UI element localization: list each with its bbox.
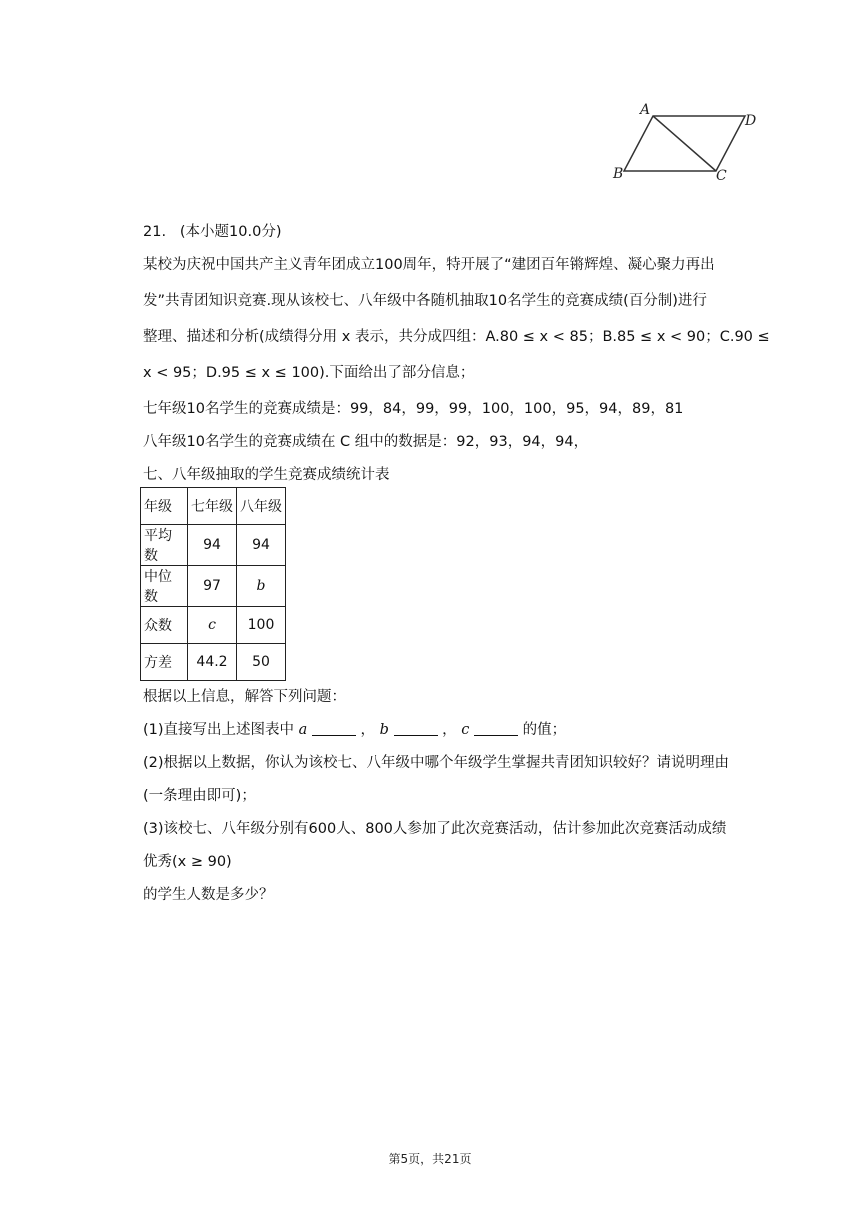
row-label: 方差	[141, 644, 188, 681]
question-header	[143, 222, 763, 242]
cell-grade8: 100	[237, 607, 286, 644]
separator: ，	[442, 722, 457, 738]
separator: ，	[360, 722, 376, 738]
cell-grade7: c	[188, 607, 237, 644]
table-header-row	[141, 488, 286, 525]
table-row	[141, 644, 286, 681]
diagonal-ac	[653, 116, 716, 171]
cell-grade7: 94	[188, 525, 237, 566]
cell-grade8: 94	[237, 525, 286, 566]
intro-line: x < 95；D.95 ≤ x ≤ 100).下面给出了部分信息；	[143, 365, 475, 381]
intro-line: 整理、描述和分析(成绩得分用 x 表示，共分成四组：A.80 ≤ x < 85；B.85 ≤ x < 90；C.90 ≤	[143, 329, 770, 345]
vertex-c-label: C	[716, 168, 727, 184]
part-1	[143, 720, 763, 753]
row-label: 平均数	[141, 525, 188, 566]
vertex-b-label: B	[613, 166, 624, 182]
var-c: c	[461, 722, 470, 738]
page-footer: 第5页，共21页	[388, 1152, 472, 1166]
question-number: 21.	[143, 224, 167, 240]
cell-grade7: 44.2	[188, 644, 237, 681]
part-3-line: (3)该校七、八年级分别有600人、800人参加了此次竞赛活动，估计参加此次竞赛活动成绩	[143, 821, 727, 837]
question-points: (本小题10.0分)	[179, 224, 282, 240]
vertex-d-label: D	[745, 113, 757, 129]
intro-line: 某校为庆祝中国共产主义青年团成立100周年，特开展了“建团百年锵辉煌、凝心聚力再出	[143, 257, 715, 273]
cell-grade8: 50	[237, 644, 286, 681]
table-header-cell: 七年级	[188, 488, 237, 525]
cell-grade7: 97	[188, 566, 237, 607]
part1-prefix: (1)直接写出上述图表中	[143, 722, 295, 738]
table-row	[141, 607, 286, 644]
table-row	[141, 566, 286, 607]
table-title: 七、八年级抽取的学生竞赛成绩统计表	[143, 467, 390, 483]
vertex-a-label: A	[640, 102, 651, 118]
answer-prompt: 根据以上信息，解答下列问题：	[143, 689, 346, 705]
stats-table	[140, 487, 286, 681]
grade7-scores: 七年级10名学生的竞赛成绩是：99，84，99，99，100，100，95，94，89，81	[143, 401, 684, 417]
parallelogram-diagram	[608, 98, 768, 186]
row-label: 众数	[141, 607, 188, 644]
var-a: a	[298, 722, 308, 738]
question-21	[143, 222, 770, 918]
answer-blank-a[interactable]	[312, 721, 356, 736]
table-header-cell: 八年级	[237, 488, 286, 525]
answer-blank-b[interactable]	[394, 721, 438, 736]
answer-blank-c[interactable]	[474, 721, 518, 736]
part1-suffix: 的值；	[522, 722, 567, 738]
var-b: b	[379, 722, 389, 738]
part-3-line: 优秀(x ≥ 90)	[143, 854, 232, 870]
table-row	[141, 525, 286, 566]
question-intro	[143, 255, 770, 399]
parallelogram-figure	[608, 98, 768, 186]
part-2-line: (一条理由即可)；	[143, 788, 256, 804]
grade8-scores: 八年级10名学生的竞赛成绩在 C 组中的数据是：92，93，94，94，	[143, 434, 589, 450]
row-label: 中位数	[141, 566, 188, 607]
cell-grade8: b	[237, 566, 286, 607]
part-2-line: (2)根据以上数据，你认为该校七、八年级中哪个年级学生掌握共青团知识较好？请说明理由	[143, 755, 730, 771]
table-header-cell: 年级	[141, 488, 188, 525]
part-3-line: 的学生人数是多少？	[143, 887, 274, 903]
intro-line: 发”共青团知识竞赛.现从该校七、八年级中各随机抽取10名学生的竞赛成绩(百分制)进行	[143, 293, 707, 309]
